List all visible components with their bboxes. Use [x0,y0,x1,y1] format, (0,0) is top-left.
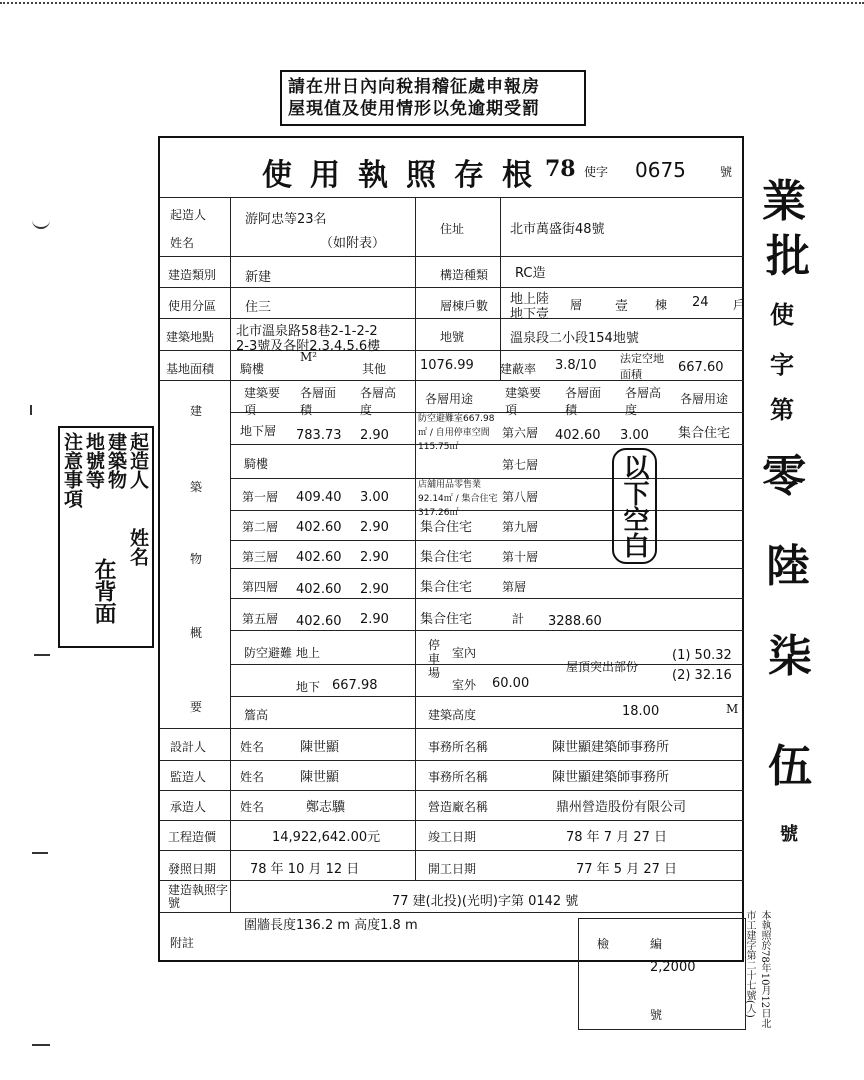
supervisor-office: 陳世顯建築師事務所 [552,770,670,785]
roof-2: (2) 32.16 [672,668,732,683]
cost-value: 14,922,642.00元 [272,830,381,845]
scan-mark [30,405,46,415]
permit-year: 78 [545,156,576,182]
row-label: 地下層 [240,424,277,438]
row-label: 第層 [502,580,527,594]
side-col-1: 注意事項 [61,432,83,508]
remark-label: 附註 [170,936,195,950]
margin-char: 字 [770,350,794,379]
parking-outdoor: 室外 [452,678,477,692]
row-use: 店舖用品零售業92.14㎡ / 集合住宅317.26㎡ [418,480,498,518]
row-label: 第八層 [502,490,539,504]
side-col-4: 起造人 [127,432,149,489]
row-area: 402.60 [296,520,342,535]
structure-value: RC造 [515,266,546,281]
row-label: 第五層 [242,612,279,626]
row-area: 402.60 [296,614,342,629]
margin-char: 號 [780,824,798,845]
number-label: 號 [650,1008,663,1022]
section-obj: 物 [190,552,203,566]
floors-units: 24 [692,295,709,310]
head-height-r: 各層高度 [625,386,662,417]
scan-mark [32,1038,50,1046]
row-height: 2.90 [360,582,389,597]
scan-mark [34,650,50,656]
parking-indoor: 室內 [452,646,477,660]
floors-above: 地上陸 [510,292,550,307]
row-area: 409.40 [296,490,342,505]
row-label: 第六層 [502,426,539,440]
finish-value: 78 年 7 月 27 日 [566,830,668,845]
row-height: 3.00 [620,428,649,443]
area-label: 基地面積 [166,362,215,376]
row-use: 集合住宅 [678,426,731,441]
zone-label: 使用分區 [168,299,217,313]
row-label: 第四層 [242,580,279,594]
start-value: 77 年 5 月 27 日 [576,862,678,877]
check-label: 檢 [597,937,610,951]
margin-char: 批 [766,231,810,282]
rule [160,318,744,319]
finish-label: 竣工日期 [428,830,477,844]
row-area: 783.73 [296,428,342,443]
margin-char: 陸 [766,541,810,592]
scan-mark [32,848,48,854]
address-label: 住址 [440,222,465,236]
side-col-2: 地號等 [83,432,105,489]
head-use-r: 各層用途 [680,392,729,406]
tax-notice-stamp [280,70,586,126]
row-area: 402.60 [296,550,342,565]
permit-number: 0675 [635,158,686,182]
head-item: 建築要項 [244,386,281,417]
rule [160,850,744,851]
structure-label: 構造種類 [440,268,489,282]
scan-edge [0,2,864,4]
head-area-r: 各層面積 [565,386,602,417]
rule [160,820,744,821]
margin-char: 柒 [768,631,812,682]
row-use: 集合住宅 [420,580,473,595]
zone-value: 住三 [245,300,272,315]
contractor-company-label: 營造廠名稱 [428,800,489,814]
lot-value: 溫泉段二小段154地號 [510,331,639,346]
margin-char: 第 [770,395,794,424]
contractor-company: 鼎州營造股份有限公司 [556,800,687,815]
rule [500,197,501,380]
applicant-label: 起造人 [170,208,207,222]
form-title: 使用執照存根 [262,158,550,193]
side-col-5: 姓名 [127,528,149,566]
arcade-label: 騎樓 [240,362,265,376]
rule [230,568,744,569]
side-col-3: 建築物 [105,432,127,489]
address-value: 北市萬盛街48號 [510,222,605,237]
rule [160,760,744,761]
ratio-label: 建蔽率 [500,362,537,376]
section-build: 建 [190,404,203,418]
defense-below: 地下 [296,680,321,694]
designer-label: 設計人 [170,740,207,754]
rule [160,880,744,881]
eaves-label: 簷高 [244,708,269,722]
designer-name-label: 姓名 [240,740,265,754]
building-type-value: 新建 [245,270,272,285]
row-label: 第七層 [502,458,539,472]
other-value: 1076.99 [420,358,474,373]
supervisor-name: 陳世顯 [300,770,340,785]
permit-type: 使字 [584,165,609,179]
permit-value: 77 建(北投)(光明)字第 0142 號 [392,894,579,909]
designer-office: 陳世顯建築師事務所 [552,740,670,755]
margin-char: 零 [762,451,806,502]
building-type-label: 建造類別 [168,268,217,282]
row-height: 3.00 [360,490,389,505]
head-use: 各層用途 [425,392,474,406]
permit-label: 建造執照字號 [168,883,229,910]
head-height: 各層高度 [360,386,397,417]
margin-char: 使 [770,300,794,329]
section-build2: 築 [190,480,203,494]
ratio-value: 3.8/10 [555,358,597,373]
rule [160,912,744,913]
open-value: 667.60 [678,360,724,375]
section-summary: 概 [190,626,203,640]
fee-value: 2,2000 [650,960,696,975]
rule [230,664,744,665]
floors-hu: 戶 [733,298,746,312]
rule [160,197,744,198]
row-use: 集合住宅 [420,520,473,535]
row-area: 402.60 [296,582,342,597]
start-label: 開工日期 [428,862,477,876]
row-height: 2.90 [360,520,389,535]
rule [160,287,744,288]
rule [160,790,744,791]
parking-outdoor-value: 60.00 [492,676,530,691]
parking-label: 停車場 [428,638,441,680]
row-label: 第二層 [242,520,279,534]
scan-mark [32,215,50,229]
bheight-value: 18.00 [622,704,660,719]
rule [230,696,744,697]
row-use: 集合住宅 [420,550,473,565]
site-label: 建築地點 [166,330,215,344]
row-label: 第三層 [242,550,279,564]
permit-suffix: 號 [720,165,733,179]
site-line1: 北市溫泉路58巷2-1-2-2 [236,324,378,339]
bheight-unit: M [726,702,739,716]
cost-label: 工程造價 [168,830,217,844]
roof-1: (1) 50.32 [672,648,732,663]
floors-count: 壹 [615,299,629,314]
margin-char: 伍 [768,741,812,792]
applicant-value: 游阿忠等23名 [245,212,327,227]
contractor-name: 鄭志驥 [306,800,346,815]
row-label: 計 [512,612,525,626]
edit-label: 編 [650,937,663,951]
blank-note: 以下空白 [612,448,657,564]
bheight-label: 建築高度 [428,708,477,722]
area-unit: M² [300,350,318,364]
corner-stamp: 本執照於78年10月12日北市工建字第二十七號(人) [744,910,770,1029]
rule [230,540,744,541]
row-label: 第九層 [502,520,539,534]
row-height: 2.90 [360,550,389,565]
supervisor-label: 監造人 [170,770,207,784]
floors-label: 層棟戶數 [440,299,489,313]
rule [415,197,416,880]
total-area: 3288.60 [548,614,602,629]
row-area: 402.60 [555,428,601,443]
notice-line-1: 請在卅日內向稅捐稽征處申報房 [288,77,540,97]
side-note-box [58,426,154,648]
rule [230,197,231,912]
roof-label: 屋頂突出部份 [566,660,639,674]
floors-layer: 層 [570,298,583,312]
row-label: 騎樓 [244,457,269,471]
applicant-name-label: 姓名 [170,236,195,250]
row-height: 2.90 [360,428,389,443]
contractor-label: 承造人 [170,800,207,814]
remark-value: 圍牆長度136.2 m 高度1.8 m [244,918,418,933]
open-label: 法定空地面積 [620,352,664,381]
floors-below: 地下壹 [510,307,550,322]
notice-line-2: 屋現值及使用情形以免逾期受罰 [288,99,540,119]
floors-bldg: 棟 [655,298,668,312]
supervisor-name-label: 姓名 [240,770,265,784]
applicant-note: （如附表） [320,236,386,251]
issue-value: 78 年 10 月 12 日 [250,862,360,877]
rule [160,728,744,729]
issue-label: 發照日期 [168,862,217,876]
row-use: 集合住宅 [420,612,473,627]
row-label: 第一層 [242,490,279,504]
defense-above: 地上 [296,646,321,660]
side-extra: 在背面 [91,558,117,624]
rule [160,256,744,257]
designer-office-label: 事務所名稱 [428,740,489,754]
rule [230,598,744,599]
row-label: 第十層 [502,550,539,564]
contractor-name-label: 姓名 [240,800,265,814]
defense-below-value: 667.98 [332,678,378,693]
designer-name: 陳世顯 [300,740,340,755]
head-area: 各層面積 [300,386,337,417]
row-height: 2.90 [360,612,389,627]
site-line2: 2-3號及各附2.3.4.5.6樓 [236,339,381,354]
row-use: 防空避難室667.98㎡ / 自用停車空間115.75㎡ [418,414,495,452]
rule [230,630,744,631]
lot-label: 地號 [440,330,465,344]
head-item-r: 建築要項 [505,386,542,417]
supervisor-office-label: 事務所名稱 [428,770,489,784]
other-label: 其他 [362,362,387,376]
margin-char: 業 [762,176,806,227]
defense-label: 防空避難 [244,646,293,660]
section-summary2: 要 [190,700,203,714]
